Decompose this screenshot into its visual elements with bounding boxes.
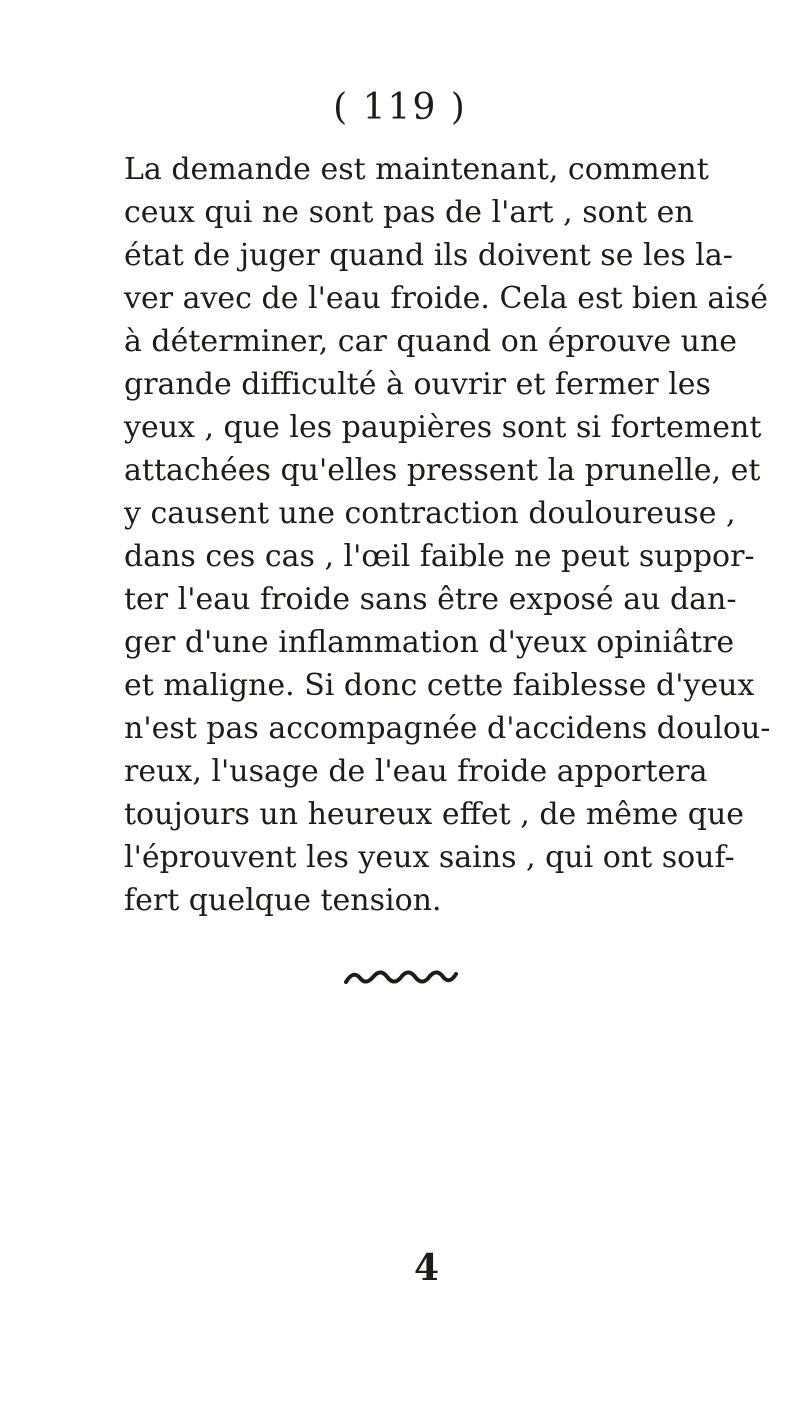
page-number: ( 119 ) [333, 87, 467, 128]
text-line: à déterminer, car quand on éprouve une [124, 324, 738, 359]
text-line: reux, l'usage de l'eau froide apportera [124, 754, 708, 789]
text-line: y causent une contraction douloureuse , [124, 496, 736, 531]
text-line: yeux , que les paupières sont si fortement [124, 410, 762, 445]
text-line: dans ces cas , l'œil faible ne peut suppor- [124, 539, 755, 574]
text-line: toujours un heureux effet , de même que [124, 797, 745, 832]
text-line: n'est pas accompagnée d'accidens doulou- [124, 711, 771, 746]
text-line: ver avec de l'eau froide. Cela est bien aisé [124, 281, 768, 316]
text-line: La demande est maintenant, comment [124, 152, 709, 187]
text-line-last: fert quelque tension. [124, 883, 442, 918]
text-line: et maligne. Si donc cette faiblesse d'yeux [124, 668, 755, 703]
signature-mark: 4 [414, 1247, 440, 1289]
text-line: ter l'eau froide sans être exposé au dan- [124, 582, 737, 617]
text-line: ceux qui ne sont pas de l'art , sont en [124, 195, 694, 230]
body-text [124, 148, 771, 922]
ornament-divider-icon [344, 968, 458, 988]
text-line: attachées qu'elles pressent la prunelle, et [124, 453, 761, 488]
text-line: ger d'une inflammation d'yeux opiniâtre [124, 625, 735, 660]
text-line: grande difficulté à ouvrir et fermer les [124, 367, 711, 402]
text-line: l'éprouvent les yeux sains , qui ont souf- [124, 840, 735, 875]
text-line: état de juger quand ils doivent se les la- [124, 238, 733, 273]
